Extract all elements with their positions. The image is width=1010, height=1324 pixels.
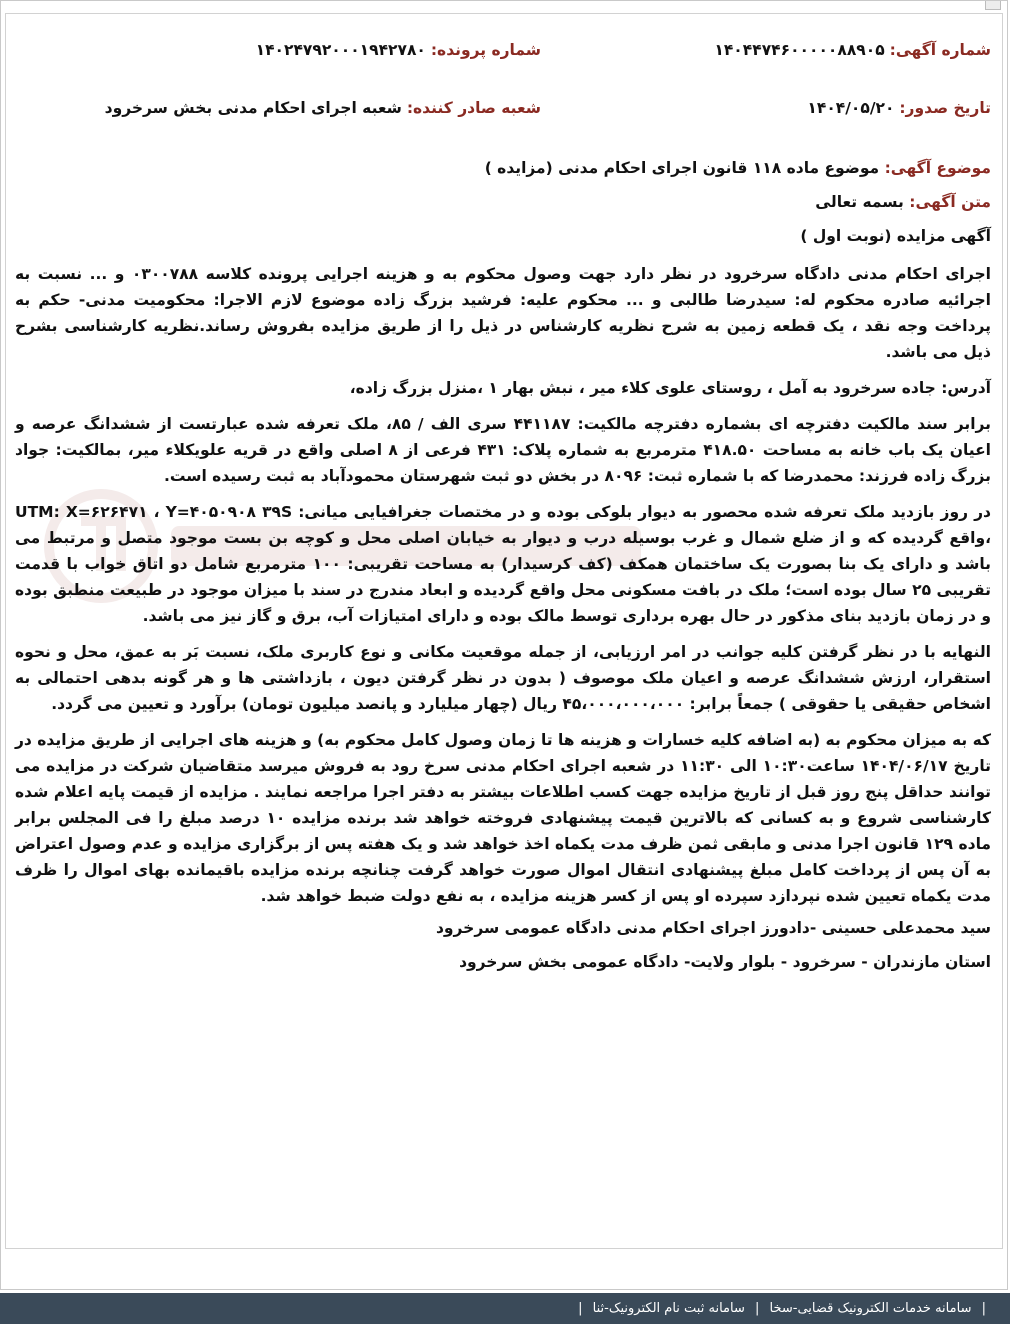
window-corner-button[interactable] (985, 1, 1001, 10)
meta-row-1 (15, 41, 991, 99)
ad-number-field (714, 41, 991, 59)
case-number-field (256, 41, 541, 59)
paragraph-intro: اجرای احکام مدنی دادگاه سرخرود در نظر دارد جهت وصول محکوم به و هزینه اجرایی پرونده کلاسه ۰۳۰۰۷۸۸ و ... نسبت به اجرائیه صادره محکوم له: سیدرضا طالبی و ... محکوم علیه: فرشید بزرگ زاده موضوع لازم الاجرا: محکومیت مدنی- حکم به پرداخت وجه نقد ، یک قطعه زمین به شرح نظریه کارشناس در ذیل را از طریق مزایده بفروش رساند.نظریه کارشناسی بشرح ذیل می باشد. (15, 265, 991, 361)
subject-label: موضوع آگهی: (884, 159, 991, 177)
issuer-label: شعبه صادر کننده: (406, 99, 541, 117)
meta-row-2 (15, 99, 991, 159)
issue-date-label: تاریخ صدور: (899, 99, 991, 117)
text-label: متن آگهی: (909, 193, 991, 211)
case-number-label: شماره پرونده: (430, 41, 541, 59)
signature-line: سید محمدعلی حسینی -دادورز اجرای احکام مدنی دادگاه عمومی سرخرود (435, 919, 991, 937)
footer-separator: | (578, 1301, 583, 1316)
opening-value: بسمه تعالی (815, 193, 904, 211)
issue-date-field (807, 99, 991, 117)
subject-line (15, 159, 991, 177)
notice-title: آگهی مزایده (نوبت اول ) (800, 227, 991, 245)
notice-document (15, 41, 991, 987)
paragraph-address: آدرس: جاده سرخرود به آمل ، روستای علوی کلاء میر ، نبش بهار ۱ ،منزل بزرگ زاده، (349, 379, 991, 397)
paragraph-deed: برابر سند مالکیت دفترچه ای بشماره دفترچه مالکیت: ۴۴۱۱۸۷ سری الف / ۸۵، ملک تعرفه شده عبارتست از ششدانگ عرصه و اعیان یک باب خانه به مساحت ۴۱۸.۵۰ مترمربع به شماره پلاک: ۴۳۱ فرعی از ۸ اصلی واقع در قریه علویکلاء میر، بمالکیت: جواد بزرگ زاده فرزند: محمدرضا که با شماره ثبت: ۸۰۹۶ در بخش دو ثبت شهرستان محمودآباد به ثبت رسیده است. (15, 415, 991, 485)
issuer-field (105, 99, 541, 117)
case-number-value: ۱۴۰۲۴۷۹۲۰۰۰۱۹۴۲۷۸۰ (255, 41, 426, 59)
court-address-line: استان مازندران - سرخرود - بلوار ولایت- دادگاه عمومی بخش سرخرود (459, 953, 991, 971)
footer-link-sakha[interactable]: سامانه خدمات الکترونیک قضایی-سخا (769, 1301, 972, 1316)
subject-value: موضوع ماده ۱۱۸ قانون اجرای احکام مدنی (مزایده ) (484, 159, 880, 177)
paragraph-auction-terms: که به میزان محکوم به (به اضافه کلیه خسارات و هزینه ها تا زمان وصول کامل محکوم به) و هزینه های اجرایی از طریق مزایده در تاریخ ۱۴۰۴/۰۶/۱۷ ساعت۱۰:۳۰ الی ۱۱:۳۰ در شعبه اجرای احکام مدنی سرخ رود به فروش میرسد متقاضیان شرکت در مزایده می توانند حداقل پنج روز قبل از تاریخ مزایده جهت کسب اطلاعات بیشتر به دفتر اجرا مراجعه نمایند . مزایده از قیمت پایه اعلام شده کارشناسی شروع و به کسانی که بالاترین قیمت پیشنهادی فروخته خواهد شد برنده مزایده ۱۰ درصد مبلغ را فی المجلس برابر ماده ۱۲۹ قانون اجرا مدنی و مابقی ثمن ظرف مدت یکماه اخذ خواهد شد و یک هفته پس از برگزاری مزایده و عدم وصول اعتراض به آن پس از پرداخت کامل مبلغ پیشنهادی انتقال اموال صورت خواهد گرفت چنانچه برنده مزایده باقیمانده بهای اموال را ظرف مدت یکماه تعیین شده نپردازد سپرده او پس از کسر هزینه مزایده ، به نفع دولت ضبط خواهد شد. (15, 731, 992, 905)
ad-number-value: ۱۴۰۴۴۷۴۶۰۰۰۰۰۸۸۹۰۵ (714, 41, 885, 59)
paragraph-valuation: النهایه با در نظر گرفتن کلیه جوانب در امر ارزیابی، از جمله موقعیت مکانی و نوع کاربری ملک، نسبت بَر به عمق، محل و نحوه استقرار، ارزش ششدانگ عرصه و اعیان ملک موصوف ( بدون در نظر گرفتن دیون ، بازداشتی ها و هر گونه بدهی احتمالی به اشخاص حقیقی یا حقوقی ) جمعاً برابر: ۴۵،۰۰۰،۰۰۰،۰۰۰ ریال (چهار میلیارد و پانصد میلیون تومان) برآورد و تعیین می گردد. (15, 643, 991, 713)
footer-separator: | (981, 1301, 986, 1316)
footer-bar (0, 1293, 1010, 1324)
paragraph-inspection: در روز بازدید ملک تعرفه شده محصور به دیوار بلوکی بوده و در مختصات جغرافیایی میانی: UTM: X=۶۲۶۴۷۱ ، Y=۴۰۵۰۹۰۸ ۳۹S ،واقع گردیده که و از ضلع شمال و غرب بوسیله درب و دیوار به خیابان اصلی محل و کوچه بن بست موجود متصل و مرتبط می باشد و دارای یک بنا بصورت یک ساختمان همکف (کف کرسیدار) به مساحت تقریبی: ۱۰۰ مترمربع شامل دو اتاق خواب با قدمت تقریبی ۲۵ سال بوده است؛ ملک در بافت مسکونی محل واقع گردیده و ابعاد مندرج در سند با میزان موجود در طبیعت منطبق بوده و در زمان بازدید بنای مذکور در حال بهره برداری توسط مالک بوده و دارای امتیازات آب، برق و گاز نیز می باشد. (15, 503, 991, 625)
footer-separator: | (755, 1301, 760, 1316)
footer-link-sana[interactable]: سامانه ثبت نام الکترونیک-ثنا (592, 1301, 745, 1316)
issue-date-value: ۱۴۰۴/۰۵/۲۰ (807, 99, 895, 117)
issuer-value: شعبه اجرای احکام مدنی بخش سرخرود (104, 99, 402, 117)
ad-number-label: شماره آگهی: (889, 41, 991, 59)
text-line (15, 193, 991, 211)
